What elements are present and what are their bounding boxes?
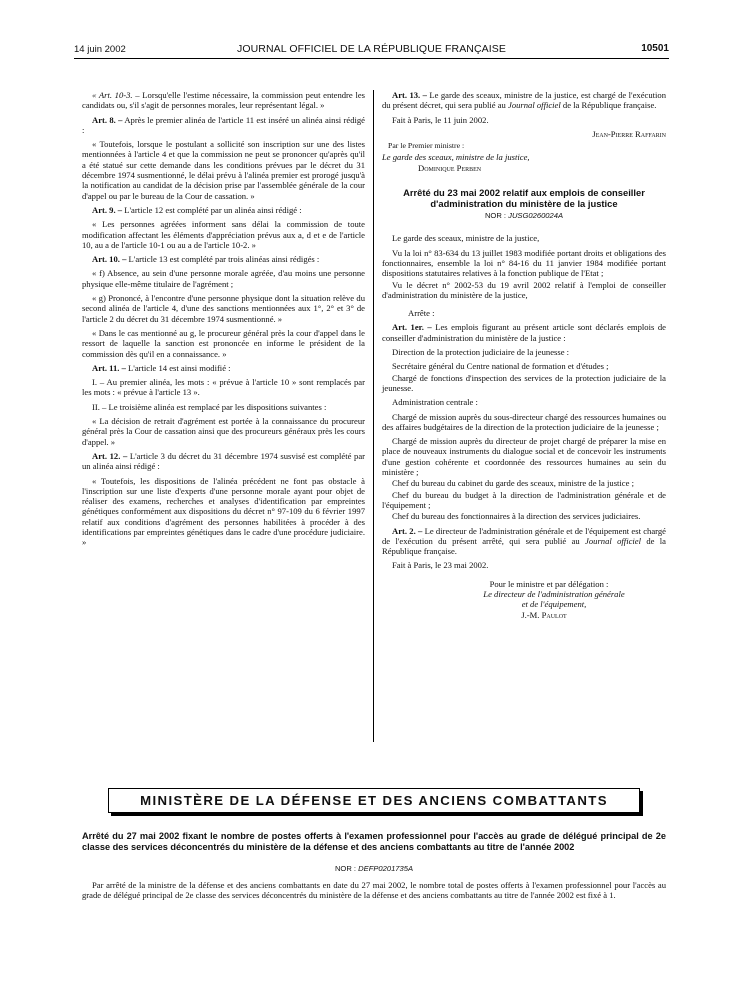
article-label: Art. 2. – (392, 525, 423, 536)
article-text: Après le premier alinéa de l'article 11 est inséré un alinéa ainsi rédigé : (82, 114, 365, 135)
article-11 (82, 363, 365, 373)
visa-garde: Le garde des sceaux, ministre de la justice, (392, 233, 540, 244)
signature-paulot: J.-M. Paulot (521, 609, 567, 620)
article-text: de la République française. (560, 100, 657, 111)
administration-centrale: Administration centrale : (392, 397, 478, 408)
title-text: Le garde des sceaux, ministre de la justice, (382, 152, 530, 163)
journal-officiel-ref: Journal officiel (508, 100, 561, 111)
article-text: Le directeur de l'administration générale et de l'équipement est chargé de l'exécution du présent arrêté, qui sera publié au (382, 525, 666, 546)
article-10-3 (82, 90, 365, 111)
title-text: et de l'équipement, (521, 599, 587, 610)
ministry-heading: MINISTÈRE DE LA DÉFENSE ET DES ANCIENS COMBATTANTS (108, 788, 640, 813)
visa-loi: Vu la loi n° 83-634 du 13 juillet 1983 modifiée portant droits et obligations des fonctionnaires, ensemble la loi n° 84-16 du 11 janvier 1984 modifiée portant dispositions statutaires relatives à la fonction publique de l'Etat ; (382, 247, 666, 279)
direction-pjj: Direction de la protection judiciaire de la jeunesse : (392, 347, 570, 358)
article-8 (82, 115, 365, 136)
fait-a-paris-2: Fait à Paris, le 23 mai 2002. (392, 560, 489, 571)
arrete2-title: Arrêté du 27 mai 2002 fixant le nombre de postes offerts à l'examen professionnel pour l'accès au grade de délégué principal de 2e classe des services déconcentrés du ministère de la défense et des anciens combattants au titre de l'année 2002 (82, 831, 666, 852)
signature-perben: Dominique Perben (418, 162, 482, 173)
article-10-f: « f) Absence, au sein d'une personne morale agréée, d'au moins une personne physique elle-même titulaire de l'agrément ; (82, 268, 365, 289)
nor-code: JUSG0260024A (508, 211, 564, 221)
article-12-quote: « Toutefois, les dispositions de l'alinéa précédent ne font pas obstacle à l'inscription sur une liste d'experts d'une personne morale ayant pour objet de réaliser des examens, recherches et analyses d'identification par empreintes génétiques conformément aux dispositions du décret n° 97-109 du 6 février 1997 relatif aux conditions d'agrément des personnes habilitées à procéder à des identifications par empreintes génétiques dans le cadre d'une procédure judiciaire. » (82, 475, 365, 548)
article-label: « Art. 10-3. – (92, 90, 140, 100)
header-date: 14 juin 2002 (74, 44, 126, 55)
journal-officiel-ref: Journal officiel (585, 535, 641, 546)
article-8-quote: « Toutefois, lorsque le postulant a sollicité son inscription sur une des listes mentionnées à l'article 4 et que la commission ne peut se prononcer qu'après qu'il a été statué sur cette demande dans les conditions prévues par le décret du 31 décembre 1974 susmentionné, le délai prévu à l'alinéa premier est prorogé jusqu'à la notification au candidat de la décision prise par l'assemblée générale de la cour d'appel ou par le bureau de la Cour de cassation. » (82, 139, 365, 201)
article-label: Art. 1er. – (392, 322, 432, 333)
article-text: Le garde des sceaux, ministre de la justice, est chargé de l'exécution du présent décret, qui sera publié au (382, 90, 667, 111)
chef-bureau-budget: Chef du bureau du budget à la direction de l'administration générale et de l'équipement ; (382, 489, 666, 510)
article-11-ii: II. – Le troisième alinéa est remplacé par les dispositions suivantes : (92, 401, 327, 412)
charge-inspection: Chargé de fonctions d'inspection des services de la protection judiciaire de la jeunesse. (382, 372, 666, 393)
par-premier-ministre: Par le Premier ministre : (388, 141, 465, 151)
directeur-title-1 (382, 589, 666, 599)
article-text: de la République française. (382, 535, 666, 557)
title-text: Le directeur de l'administration générale (483, 588, 625, 599)
article-text: L'article 13 est complété par trois alinéas ainsi rédigés : (126, 254, 320, 265)
nor-reference (382, 211, 666, 221)
article-label: Art. 11. – (92, 362, 126, 373)
article-text: Les emplois figurant au présent article sont déclarés emplois de conseiller d'administration du ministère de la justice : (382, 322, 666, 343)
article-2 (382, 526, 666, 557)
arrete2-nor (82, 864, 666, 873)
header-journal-title: JOURNAL OFFICIEL DE LA RÉPUBLIQUE FRANÇAISE (237, 43, 506, 55)
charge-mission-1: Chargé de mission auprès du sous-directeur chargé des ressources humaines ou des affaires budgétaires de la direction de la protection judiciaire de la jeunesse ; (382, 411, 666, 432)
article-text: L'article 3 du décret du 31 décembre 1974 susvisé est complété par un alinéa ainsi rédigé : (82, 450, 366, 472)
arrete-label: Arrête : (408, 308, 435, 319)
article-label: Art. 13. – (392, 90, 427, 100)
article-10-g: « g) Prononcé, à l'encontre d'une personne physique dont la situation relève du second alinéa de l'article 4, d'une des sanctions mentionnées aux 1°, 2° et 3° de l'article 2 du décret du 31 décembre 1974 susmentionné. » (82, 293, 365, 324)
pour-le-ministre: Pour le ministre et par délégation : (489, 578, 609, 589)
article-text: L'article 12 est complété par un alinéa ainsi rédigé : (122, 204, 302, 215)
article-1 (382, 322, 666, 343)
right-column (382, 90, 666, 620)
arrete2-body: Par arrêté de la ministre de la défense et des anciens combattants en date du 27 mai 2002, le nombre total de postes offerts à l'examen professionnel pour l'accès au grade de délégué principal de 2e classe des services déconcentrés du ministère de la défense et des anciens combattants au titre de l'année 2002 est fixé à 1. (82, 880, 666, 901)
article-label: Art. 10. – (92, 254, 127, 265)
article-13 (382, 90, 666, 111)
article-text: L'article 14 est ainsi modifié : (125, 362, 231, 373)
page-header (74, 42, 669, 59)
article-9-quote: « Les personnes agréées informent sans délai la commission de toute modification affectant les éléments d'appréciation prévus aux a, d et e de l'article 10, au a de l'article 10-1 ou au a de l'article 10-2. » (82, 219, 365, 250)
garde-des-sceaux-title (382, 152, 666, 162)
left-column (82, 90, 365, 552)
article-text: Lorsqu'elle l'estime nécessaire, la commission peut entendre les candidats ou, s'il s'agit de personnes morales, leur représentant légal. » (82, 90, 365, 111)
nor-label: NOR : (334, 864, 359, 873)
article-label: Art. 9. – (92, 204, 123, 215)
chef-bureau-cabinet: Chef du bureau du cabinet du garde des sceaux, ministre de la justice ; (392, 478, 634, 489)
chef-bureau-fonctionnaires: Chef du bureau des fonctionnaires à la direction des services judiciaires. (392, 511, 641, 522)
article-12 (82, 451, 365, 472)
nor-label: NOR : (484, 211, 509, 221)
article-9 (82, 205, 365, 215)
article-10-quote: « Dans le cas mentionné au g, le procureur général près la cour d'appel dans le ressort de laquelle la sanction est prononcée en informe le président de la commission dès qu'il en a connaissance. » (82, 327, 365, 359)
article-11-i: I. – Au premier alinéa, les mots : « prévue à l'article 10 » sont remplacés par les mots : « prévue à l'article 13 ». (82, 377, 365, 398)
article-label: Art. 8. – (92, 114, 123, 125)
article-11-quote: « La décision de retrait d'agrément est portée à la connaissance du procureur général près la Cour de cassation ainsi que des procureurs généraux près les cours d'appel. » (82, 416, 365, 447)
charge-mission-2: Chargé de mission auprès du directeur de projet chargé de préparer la mise en place de nouveaux instruments du dialogue social et de concevoir les instruments d'une gestion cohérente et coordonnée des ressources humaines au sein du ministère ; (382, 436, 666, 478)
arrete-title: Arrêté du 23 mai 2002 relatif aux emplois de conseiller d'administration du ministère de la justice (403, 187, 645, 210)
secretaire-general: Secrétaire général du Centre national de formation et d'études ; (392, 361, 609, 372)
fait-a-paris-1: Fait à Paris, le 11 juin 2002. (392, 114, 489, 125)
article-label: Art. 12. – (92, 450, 128, 461)
column-divider (373, 90, 374, 742)
signature-raffarin: Jean-Pierre Raffarin (592, 128, 666, 139)
header-page-number: 10501 (641, 43, 669, 54)
directeur-title-2 (382, 599, 666, 609)
article-10 (82, 254, 365, 264)
visa-decret: Vu le décret n° 2002-53 du 19 avril 2002 relatif à l'emploi de conseiller d'administration du ministère de la justice, (382, 279, 666, 300)
nor-code: DEFP0201735A (358, 864, 414, 873)
